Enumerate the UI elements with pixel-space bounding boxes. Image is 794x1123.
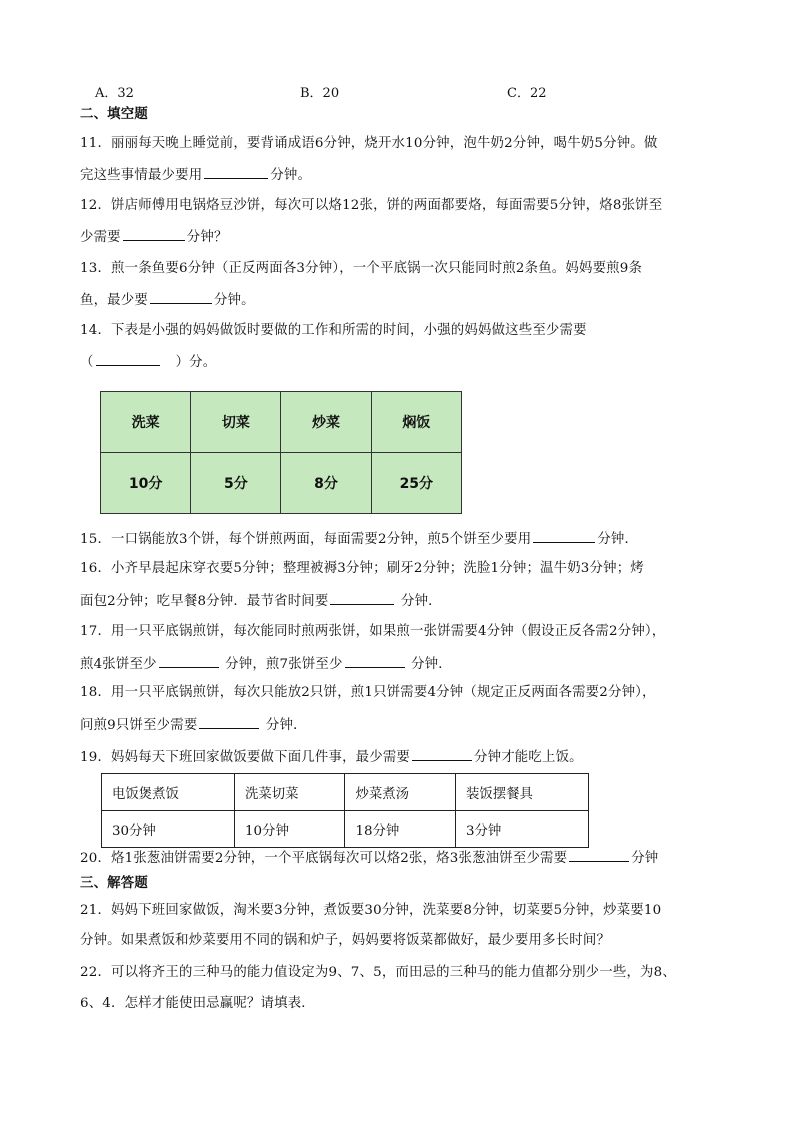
section-heading-answer: 三、解答题 — [80, 876, 148, 891]
table-cell: 18分钟 — [345, 811, 455, 848]
question-17-text-2: 分钟，煎7张饼至少 — [225, 657, 343, 672]
table-cell: 8分 — [281, 453, 371, 514]
question-16-unit: 分钟． — [400, 594, 442, 609]
table-cell: 10分 — [101, 453, 191, 514]
question-22-line-1: 22．可以将齐王的三种马的能力值设定为9、7、5，而田忌的三种马的能力值都分别少一些，为8、 — [80, 965, 676, 980]
question-21-line-1: 21．妈妈下班回家做饭，淘米要3分钟，煮饭要30分钟，洗菜要8分钟，切菜要5分钟，炒菜要10 — [80, 903, 662, 918]
answer-blank[interactable] — [569, 847, 629, 862]
question-11-line-1: 11．丽丽每天晚上睡觉前，要背诵成语6分钟，烧开水10分钟，泡牛奶2分钟，喝牛奶5分钟。做 — [80, 136, 658, 151]
answer-blank[interactable] — [150, 289, 212, 304]
answer-blank[interactable] — [199, 714, 259, 729]
question-13-line-1: 13．煎一条鱼要6分钟（正反两面各3分钟），一个平底锅一次只能同时煎2条鱼。妈妈要煎9条 — [80, 261, 643, 276]
table-cell: 洗菜切菜 — [235, 774, 345, 811]
question-12-line-1: 12．饼店师傅用电锅烙豆沙饼，每次可以烙12张，饼的两面都要烙，每面需要5分钟，烙8张饼至 — [80, 198, 663, 213]
question-14-line-2 — [80, 351, 216, 373]
question-20 — [80, 847, 658, 869]
question-22-line-2: 6、4．怎样才能使田忌赢呢？请填表． — [80, 996, 315, 1011]
question-19-text: 19．妈妈每天下班回家做饭要做下面几件事，最少需要 — [80, 750, 411, 765]
table-cell: 10分钟 — [235, 811, 345, 848]
question-18-text: 问煎9只饼至少需要 — [80, 718, 198, 733]
dinner-tasks-table — [101, 773, 589, 848]
table-row — [102, 774, 589, 811]
question-16-line-1: 16．小齐早晨起床穿衣要5分钟；整理被褥3分钟；刷牙2分钟；洗脸1分钟；温牛奶3分钟；烤 — [80, 561, 644, 576]
question-17-line-1: 17．用一只平底锅煎饼，每次能同时煎两张饼，如果煎一张饼需要4分钟（假设正反各需2分钟）， — [80, 624, 666, 639]
choice-b: B．20 — [300, 86, 340, 101]
answer-blank[interactable] — [123, 226, 185, 241]
answer-blank[interactable] — [533, 528, 595, 543]
table-row — [101, 453, 462, 514]
question-16-line-2 — [80, 590, 442, 612]
question-18-line-1: 18．用一只平底锅煎饼，每次只能放2只饼，煎1只饼需要4分钟（规定正反两面各需要2分钟）， — [80, 685, 656, 700]
question-17-unit: 分钟． — [411, 657, 452, 672]
question-20-unit: 分钟 — [631, 851, 659, 866]
table-header-cell: 炒菜 — [281, 392, 371, 453]
answer-blank[interactable] — [159, 653, 219, 668]
question-11-unit: 分钟。 — [270, 168, 312, 183]
question-16-text: 面包2分钟；吃早餐8分钟．最节省时间要 — [80, 594, 329, 609]
question-12-line-2 — [80, 226, 228, 248]
question-15-unit: 分钟． — [597, 532, 639, 547]
question-19-unit: 分钟才能吃上饭。 — [474, 750, 583, 765]
question-13-unit: 分钟。 — [213, 293, 255, 308]
table-cell: 30分钟 — [102, 811, 235, 848]
cooking-tasks-table — [100, 391, 462, 514]
answer-blank[interactable] — [330, 590, 394, 605]
question-20-text: 20．烙1张葱油饼需要2分钟，一个平底锅每次可以烙2张，烙3张葱油饼至少需要 — [80, 851, 568, 866]
table-row — [101, 392, 462, 453]
question-11-line-2 — [80, 164, 311, 186]
table-cell: 装饭摆餐具 — [455, 774, 588, 811]
answer-blank[interactable] — [345, 653, 405, 668]
question-14-open-paren: （ — [80, 355, 94, 370]
question-19 — [80, 746, 583, 768]
question-13-text: 鱼，最少要 — [80, 293, 148, 308]
table-header-cell: 洗菜 — [101, 392, 191, 453]
choice-c: C．22 — [507, 86, 547, 101]
answer-blank[interactable] — [96, 351, 160, 366]
choice-a: A．32 — [95, 86, 134, 101]
table-header-cell: 切菜 — [191, 392, 281, 453]
question-14-unit: ）分。 — [175, 355, 217, 370]
table-cell: 炒菜煮汤 — [345, 774, 455, 811]
question-21-line-2: 分钟。如果煮饭和炒菜要用不同的锅和炉子，妈妈要将饭菜都做好，最少要用多长时间？ — [80, 933, 611, 948]
table-row — [102, 811, 589, 848]
table-cell: 5分 — [191, 453, 281, 514]
question-14-line-1: 14．下表是小强的妈妈做饭时要做的工作和所需的时间，小强的妈妈做这些至少需要 — [80, 323, 587, 338]
table-cell: 25分 — [371, 453, 461, 514]
answer-blank[interactable] — [412, 746, 472, 761]
question-18-unit: 分钟． — [265, 718, 307, 733]
section-heading-fill-blank: 二、填空题 — [80, 107, 148, 122]
question-11-text: 完这些事情最少要用 — [80, 168, 203, 183]
question-12-text: 少需要 — [80, 230, 121, 245]
question-15-text: 15．一口锅能放3个饼，每个饼煎两面，每面需要2分钟，煎5个饼至少要用 — [80, 532, 532, 547]
table-cell: 电饭煲煮饭 — [102, 774, 235, 811]
table-header-cell: 焖饭 — [371, 392, 461, 453]
answer-blank[interactable] — [204, 164, 268, 179]
table-cell: 3分钟 — [455, 811, 588, 848]
question-15 — [80, 528, 638, 550]
question-17-text: 煎4张饼至少 — [80, 657, 157, 672]
question-17-line-2 — [80, 653, 452, 675]
question-12-unit: 分钟？ — [186, 230, 228, 245]
question-13-line-2 — [80, 289, 255, 311]
question-18-line-2 — [80, 714, 307, 736]
